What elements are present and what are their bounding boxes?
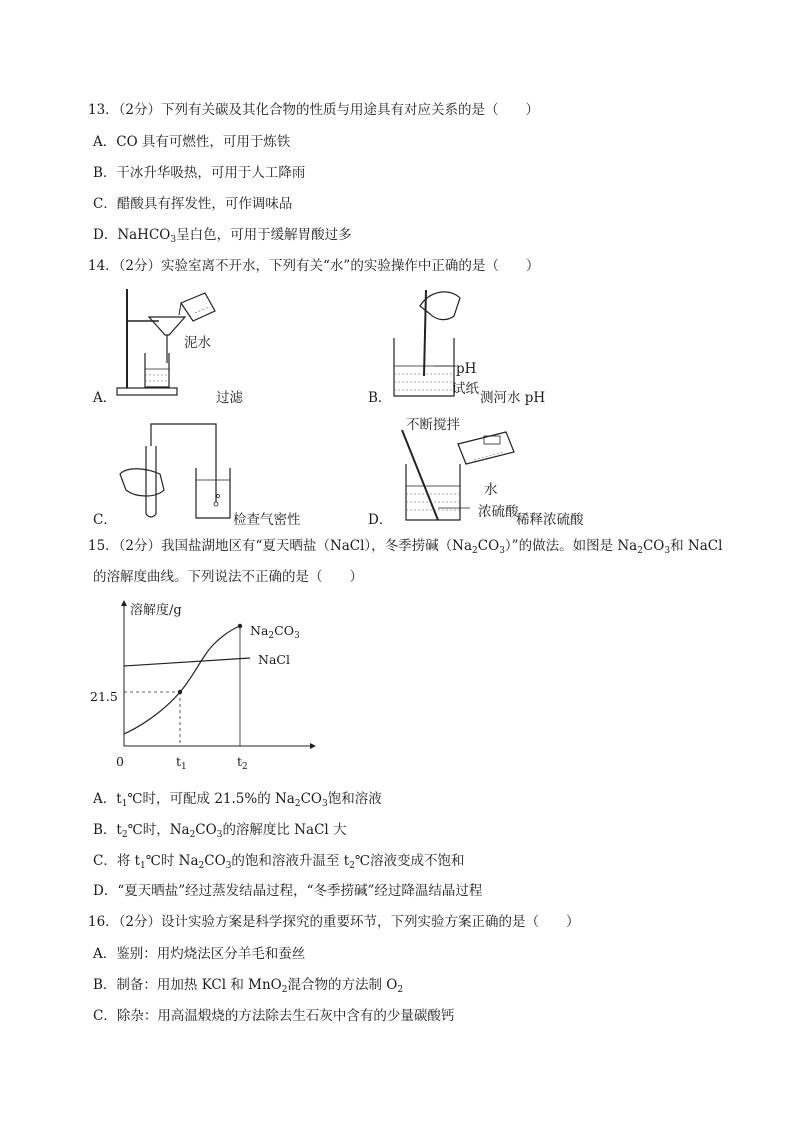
origin-label: 0: [116, 754, 124, 769]
air-tightness-illustration: [116, 418, 236, 523]
q14-option-c-label: 检查气密性: [233, 512, 301, 528]
legend-na2co3: $Na_2CO_3$: [250, 623, 300, 641]
x-axis-arrow: [310, 743, 316, 749]
q15-stem-line1: 15．（2分）我国盐湖地区有“夏天晒盐（NaCl），冬季捞碱$(Na_2CO_3)$”的做法。如图是 $Na_2CO_3$和 NaCl: [88, 538, 723, 556]
q14-option-a-label: 过滤: [216, 390, 243, 406]
na2co3-curve: [124, 626, 240, 734]
q14-option-b-letter: B．: [368, 390, 392, 406]
q13-option-a: A．CO 具有可燃性，可用于炼铁: [93, 134, 291, 150]
q15-option-b: B．$t_2℃$时，$Na_2CO_3$的溶解度比 NaCl 大: [93, 822, 347, 840]
q15-option-a: A．$t_1℃$时，可配成 21.5%的 $Na_2CO_3$饱和溶液: [93, 791, 382, 809]
x-tick-t1: $t_1$: [176, 754, 187, 772]
q16-option-a: A．鉴别：用灼烧法区分羊毛和蚕丝: [93, 946, 306, 962]
q15-stem-line2: 的溶解度曲线。下列说法不正确的是（ ）: [93, 569, 363, 585]
q14-option-a-letter: A．: [93, 390, 117, 406]
dilution-note-water: 水: [484, 482, 498, 498]
q13-option-c: C．醋酸具有挥发性，可作调味品: [93, 196, 293, 212]
q15-option-d: D．“夏天晒盐”经过蒸发结晶过程，“冬季捞碱”经过降温结晶过程: [93, 883, 483, 899]
dilution-note-stir: 不断搅拌: [406, 417, 460, 433]
y-axis-arrow: [121, 600, 127, 606]
y-axis-label: 溶解度/g: [130, 603, 182, 618]
q16-option-b: B．制备：用加热 KCl 和 MnO$_2$混合物的方法制 $O_2$: [93, 977, 404, 995]
q13-stem: 13．（2分）下列有关碳及其化合物的性质与用途具有对应关系的是（ ）: [88, 102, 540, 118]
na2co3-endpoint: [238, 624, 242, 628]
q14-option-d-label: 稀释浓硫酸: [516, 512, 584, 528]
filtration-note-muddy-water: 泥水: [184, 335, 211, 351]
ph-note-ph: pH: [456, 361, 477, 377]
q14-option-b-label: 测河水 pH: [480, 390, 546, 406]
legend-nacl: NaCl: [258, 652, 290, 667]
q13-option-b: B．干冰升华吸热，可用于人工降雨: [93, 165, 306, 181]
q14-option-d-letter: D．: [368, 512, 393, 528]
nacl-curve: [124, 658, 250, 666]
dilution-note-acid: 浓硫酸: [478, 504, 519, 520]
q15-option-c: C．将 $t_1℃$时 $Na_2CO_3$的饱和溶液升温至 $t_2℃$溶液变成不饱和: [93, 853, 465, 871]
q13-option-d: D．NaHCO$_3$呈白色，可用于缓解胃酸过多: [93, 227, 352, 245]
y-tick-label: 21.5: [90, 689, 118, 704]
ph-note-test-paper: 试纸: [452, 381, 479, 397]
intersection-point: [178, 690, 182, 694]
x-tick-t2: $t_2$: [237, 754, 248, 772]
q16-option-c: C．除杂：用高温煅烧的方法除去生石灰中含有的少量碳酸钙: [93, 1008, 455, 1024]
q14-stem: 14．（2分）实验室离不开水，下列有关“水”的实验操作中正确的是（ ）: [88, 258, 540, 274]
q14-option-c-letter: C．: [93, 512, 117, 528]
q16-stem: 16．（2分）设计实验方案是科学探究的重要环节，下列实验方案正确的是（ ）: [88, 914, 580, 930]
